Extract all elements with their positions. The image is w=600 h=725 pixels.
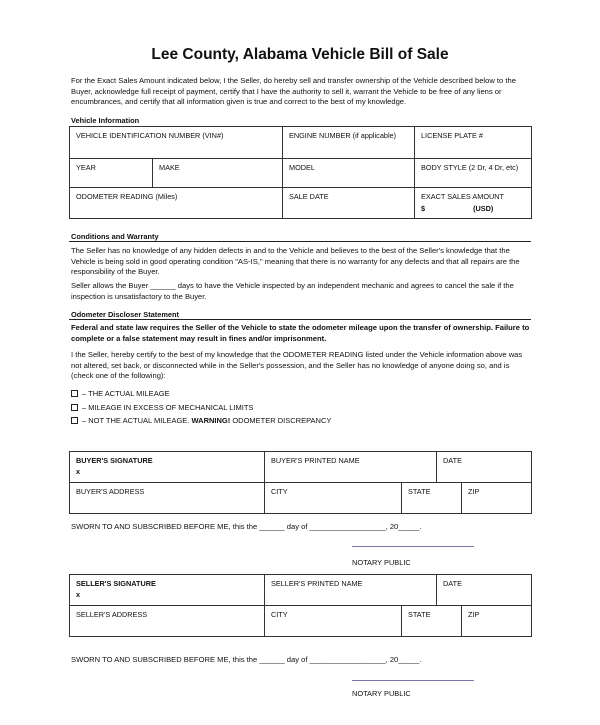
seller-printed-name-field[interactable]: [265, 575, 437, 606]
seller-signature-label: SELLER'S SIGNATURE: [76, 579, 156, 588]
seller-zip-field[interactable]: [462, 606, 532, 637]
year-field[interactable]: [70, 159, 153, 188]
odometer-label: ODOMETER READING (Miles): [76, 192, 178, 201]
buyer-notary-line[interactable]: [352, 546, 474, 547]
buyer-date-field[interactable]: [437, 452, 532, 483]
option-not-actual[interactable]: [71, 416, 331, 425]
conditions-paragraph: The Seller has no knowledge of any hidden defects in and to the Vehicle and believes to the best of the Seller's knowledge that the Vehicle is being sold in good operating condition "AS-IS," meaning that there is no warranty for any defects and that all repairs are the responsibility of the Buyer.: [71, 246, 520, 277]
seller-address-field[interactable]: [70, 606, 265, 637]
option-actual-mileage[interactable]: [71, 389, 170, 398]
dollar-sign: $: [421, 204, 426, 213]
seller-signature-x: x: [76, 590, 81, 599]
odometer-rule: [69, 319, 531, 320]
seller-zip-label: ZIP: [468, 610, 480, 619]
engine-label: ENGINE NUMBER (if applicable): [289, 131, 397, 140]
buyer-signature-table: [69, 451, 532, 514]
seller-date-field[interactable]: [437, 575, 532, 606]
body-style-field[interactable]: [415, 159, 532, 188]
plate-field[interactable]: [415, 127, 532, 159]
seller-printed-name-label: SELLER'S PRINTED NAME: [271, 579, 363, 588]
buyer-signature-x: x: [76, 467, 81, 476]
buyer-state-label: STATE: [408, 487, 431, 496]
conditions-rule: [69, 241, 531, 242]
buyer-printed-name-label: BUYER'S PRINTED NAME: [271, 456, 360, 465]
odometer-certify: I the Seller, hereby certify to the best of my knowledge that the ODOMETER READING listed under the Vehicle information above was not altered, set back, or disconnected while in the Seller's possession, and the Seller has no knowledge of anyone doing so, and is (check one of the following):: [71, 350, 523, 381]
vin-field[interactable]: [70, 127, 283, 159]
odometer-warning: Federal and state law requires the Seller of the Vehicle to state the odometer mileage upon the transfer of ownership. Failure to complete or a false statement may result in fines and/or imprisonment.: [71, 323, 530, 343]
vehicle-info-table: [69, 126, 532, 219]
buyer-zip-field[interactable]: [462, 483, 532, 514]
odometer-heading: Odometer Discloser Statement: [71, 310, 180, 319]
make-field[interactable]: [153, 159, 283, 188]
body-style-label: BODY STYLE (2 Dr, 4 Dr, etc): [421, 163, 519, 172]
option-excess-mileage[interactable]: [71, 403, 253, 412]
seller-city-label: CITY: [271, 610, 288, 619]
buyer-address-field[interactable]: [70, 483, 265, 514]
model-label: MODEL: [289, 163, 315, 172]
sales-amount-label: EXACT SALES AMOUNT: [421, 192, 504, 201]
seller-notary-line[interactable]: [352, 680, 474, 681]
seller-city-field[interactable]: [265, 606, 402, 637]
buyer-state-field[interactable]: [402, 483, 462, 514]
sale-date-field[interactable]: [283, 188, 415, 219]
make-label: MAKE: [159, 163, 180, 172]
buyer-signature-field[interactable]: [70, 452, 265, 483]
buyer-printed-name-field[interactable]: [265, 452, 437, 483]
sales-amount-field[interactable]: [415, 188, 532, 219]
sale-date-label: SALE DATE: [289, 192, 329, 201]
checkbox-excess-mileage[interactable]: [71, 404, 78, 411]
buyer-city-label: CITY: [271, 487, 288, 496]
year-label: YEAR: [76, 163, 96, 172]
usd-label: (USD): [473, 204, 494, 213]
option-not-actual-label: – NOT THE ACTUAL MILEAGE.: [82, 416, 192, 425]
buyer-address-label: BUYER'S ADDRESS: [76, 487, 145, 496]
warning-text: WARNING!: [191, 416, 231, 425]
seller-state-label: STATE: [408, 610, 431, 619]
document-title: Lee County, Alabama Vehicle Bill of Sale: [151, 46, 449, 63]
vin-label: VEHICLE IDENTIFICATION NUMBER (VIN#): [76, 131, 224, 140]
intro-paragraph: For the Exact Sales Amount indicated below, I the Seller, do hereby sell and transfer ownership of the Vehicle described below to the Buyer, acknowledge full receipt of payment, certify that I have the authority to sell it, warrant the Vehicle to be free of any liens or encumbrances, and certify that all information given is true and correct to the best of my knowledge.: [71, 76, 516, 107]
engine-field[interactable]: [283, 127, 415, 159]
buyer-city-field[interactable]: [265, 483, 402, 514]
seller-notary-label: NOTARY PUBLIC: [352, 689, 411, 698]
buyer-notary-label: NOTARY PUBLIC: [352, 558, 411, 567]
seller-date-label: DATE: [443, 579, 462, 588]
buyer-signature-label: BUYER'S SIGNATURE: [76, 456, 153, 465]
discrepancy-text: ODOMETER DISCREPANCY: [230, 416, 332, 425]
seller-signature-table: [69, 574, 532, 637]
buyer-zip-label: ZIP: [468, 487, 480, 496]
vehicle-info-heading: Vehicle Information: [71, 116, 140, 125]
option-excess-mileage-label: – MILEAGE IN EXCESS OF MECHANICAL LIMITS: [82, 403, 254, 412]
checkbox-not-actual[interactable]: [71, 417, 78, 424]
seller-state-field[interactable]: [402, 606, 462, 637]
model-field[interactable]: [283, 159, 415, 188]
conditions-heading: Conditions and Warranty: [71, 232, 159, 241]
odometer-field[interactable]: [70, 188, 283, 219]
seller-signature-field[interactable]: [70, 575, 265, 606]
checkbox-actual-mileage[interactable]: [71, 390, 78, 397]
seller-sworn-statement: SWORN TO AND SUBSCRIBED BEFORE ME, this the ______ day of __________________, 20_____.: [71, 655, 422, 664]
inspection-paragraph: Seller allows the Buyer ______ days to have the Vehicle inspected by an independent mechanic and agrees to cancel the sale if the inspection is unsatisfactory to the Buyer.: [71, 281, 514, 301]
option-actual-mileage-label: – THE ACTUAL MILEAGE: [82, 389, 170, 398]
buyer-sworn-statement: SWORN TO AND SUBSCRIBED BEFORE ME, this the ______ day of __________________, 20_____.: [71, 522, 422, 531]
seller-address-label: SELLER'S ADDRESS: [76, 610, 148, 619]
plate-label: LICENSE PLATE #: [421, 131, 483, 140]
buyer-date-label: DATE: [443, 456, 462, 465]
